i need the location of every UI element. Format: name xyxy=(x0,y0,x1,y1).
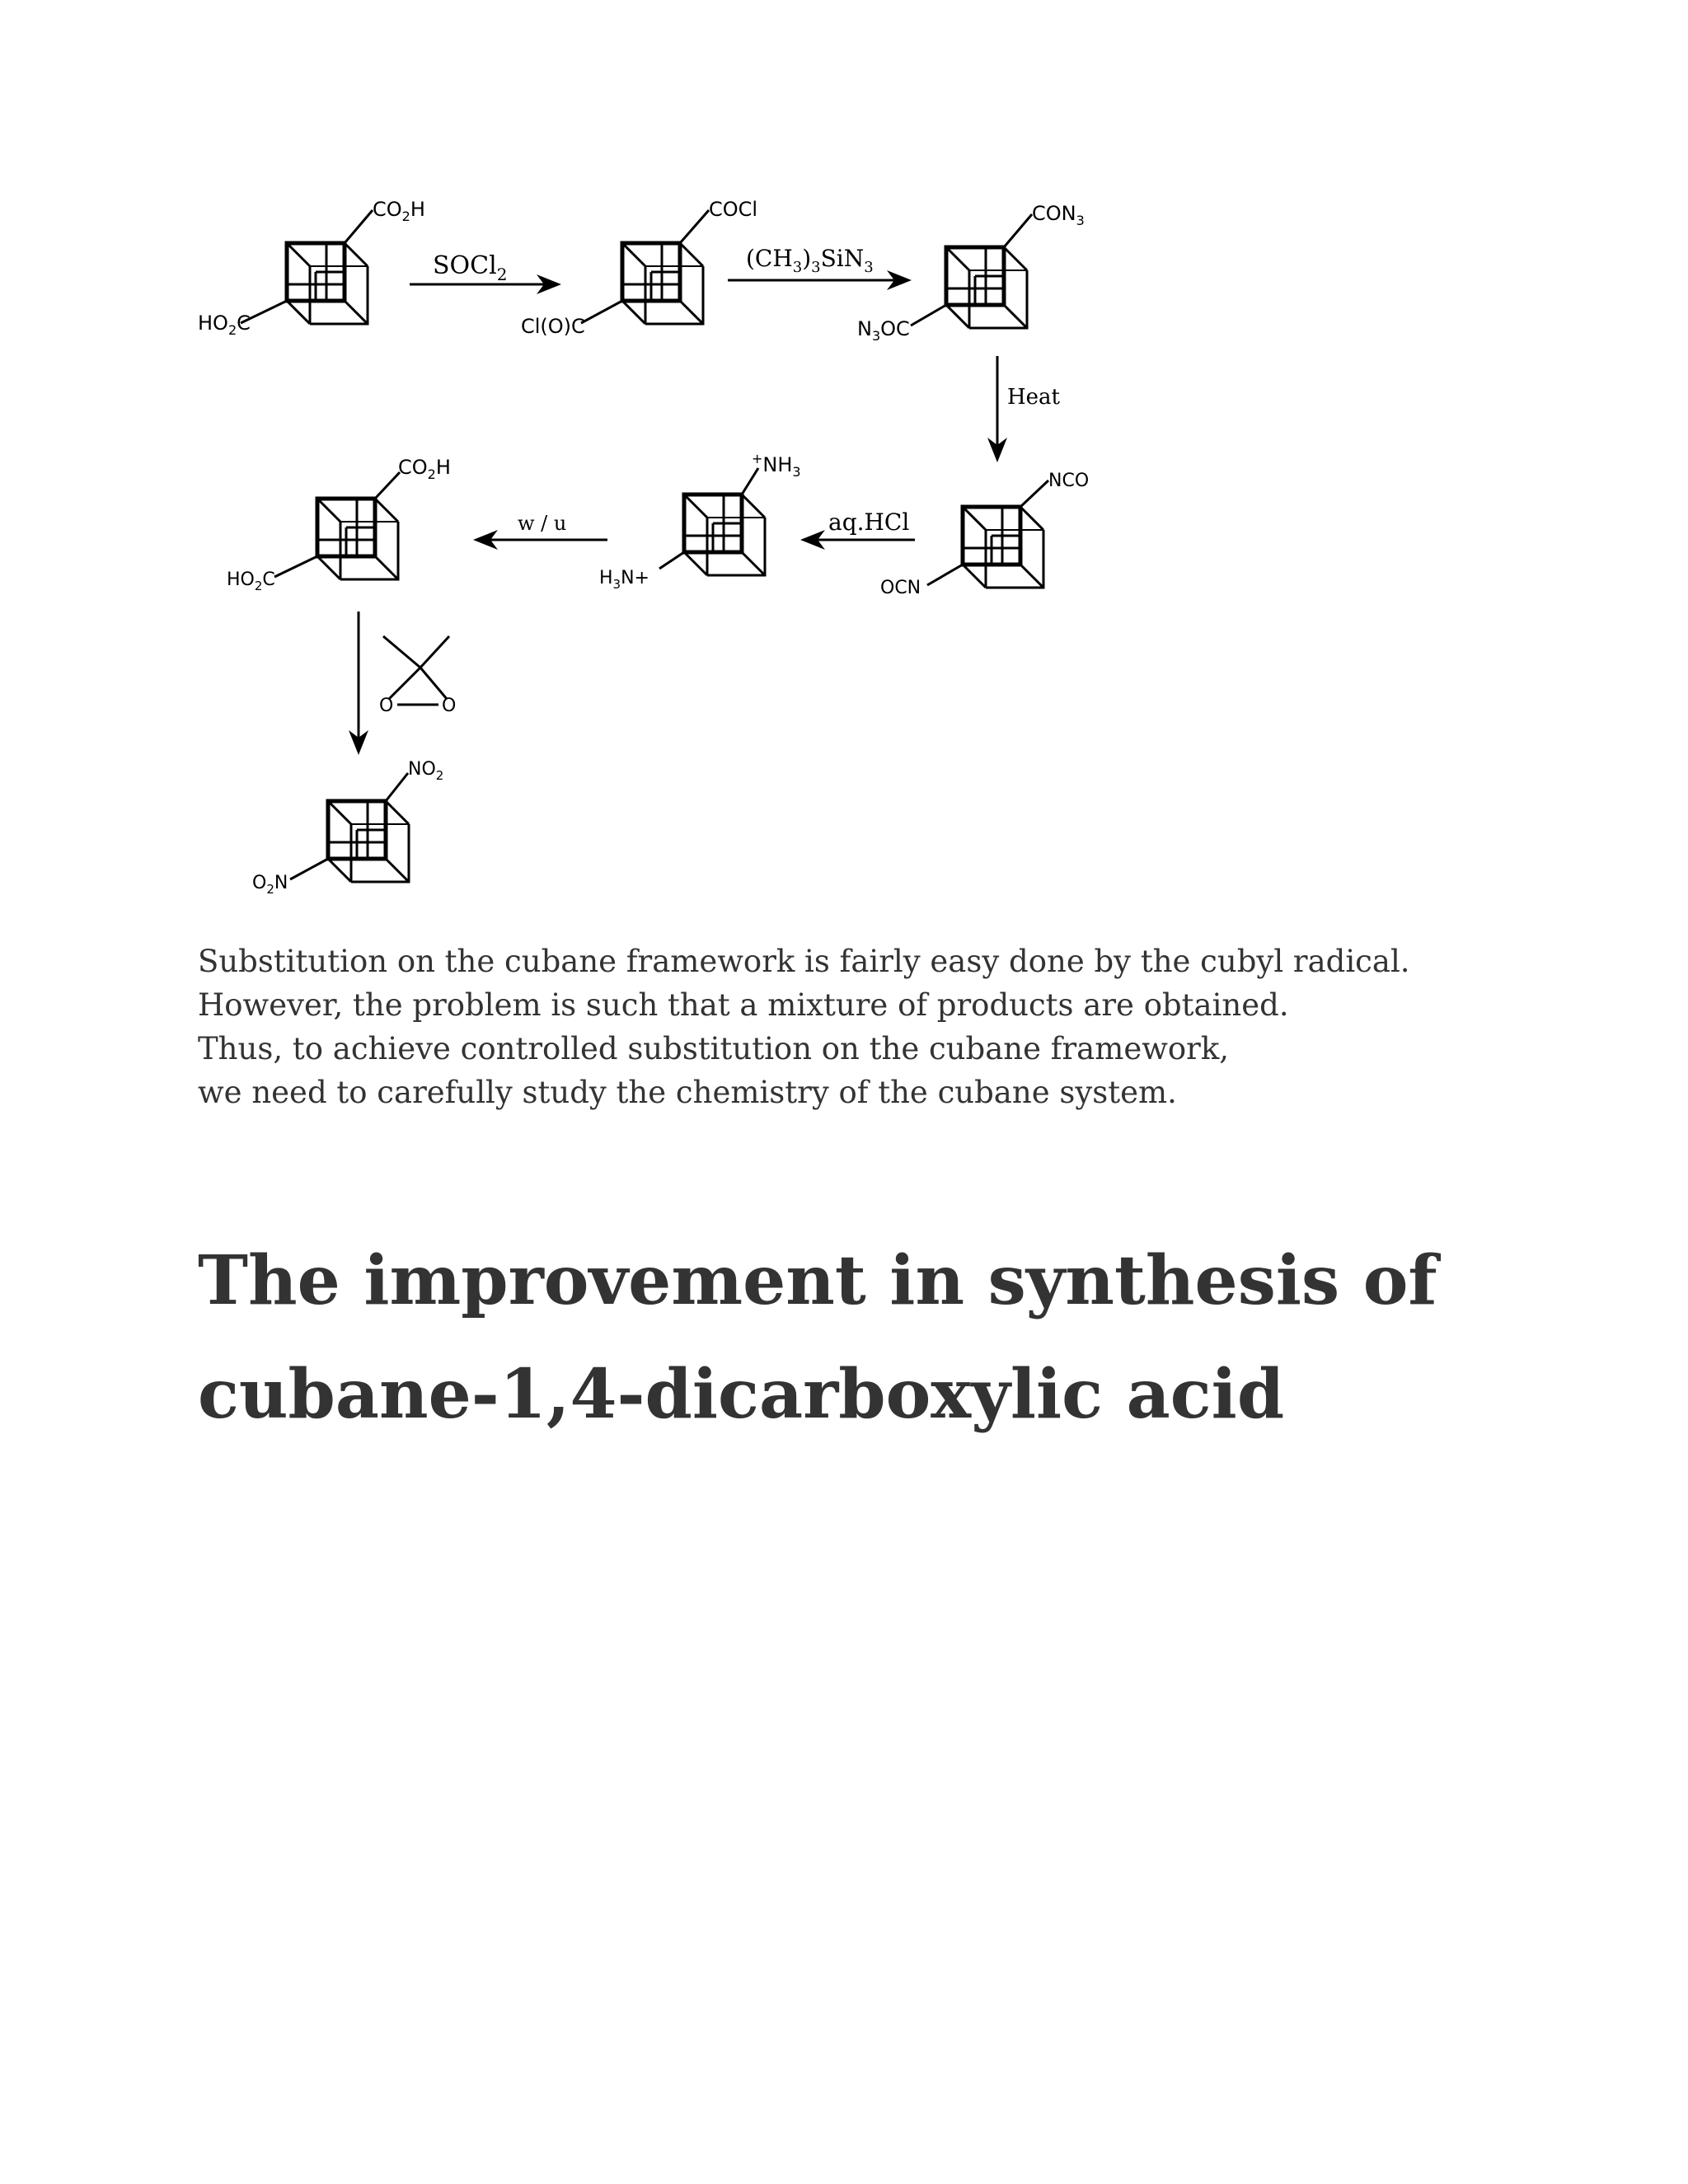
paragraph-line-3: Thus, to achieve controlled substitution on the cubane framework, xyxy=(198,1031,1230,1066)
cubane-structure-3 xyxy=(946,247,1027,328)
compound-diacid-product xyxy=(227,456,451,593)
reaction-step-dioxirane xyxy=(359,612,456,750)
svg-text:w / u: w / u xyxy=(518,512,567,535)
paragraph-line-2: However, the problem is such that a mixture of products are obtained. xyxy=(198,987,1289,1023)
svg-text:Heat: Heat xyxy=(1007,385,1061,410)
compound-dinitro xyxy=(252,759,443,897)
svg-text:OCN: OCN xyxy=(880,578,921,598)
dimethyldioxirane-structure xyxy=(379,636,456,716)
svg-text:NCO: NCO xyxy=(1048,471,1090,491)
svg-text:O: O xyxy=(442,696,457,716)
reaction-step-socl2 xyxy=(410,251,556,284)
reaction-scheme xyxy=(0,0,1688,923)
cubane-structure-5 xyxy=(684,494,765,575)
cubane-structure-6 xyxy=(317,499,398,579)
body-paragraph xyxy=(198,940,1599,1114)
cubane-structure-2 xyxy=(622,243,703,324)
svg-text:SOCl2: SOCl$_2$ xyxy=(433,251,508,284)
svg-text:O: O xyxy=(379,696,394,716)
compound-diacyl-chloride xyxy=(521,198,757,338)
cubane-structure-4 xyxy=(963,507,1043,588)
section-heading: The improvement in synthesis of cubane-1,4-dicarboxylic acid xyxy=(198,1241,1437,1434)
svg-text:CON3: $CON_3$ xyxy=(1032,202,1085,228)
compound-diammonium xyxy=(599,451,801,592)
svg-text:CO2H: $CO_2H$ xyxy=(373,198,425,224)
reaction-step-hcl xyxy=(805,509,915,540)
svg-text:aq.HCl: aq.HCl xyxy=(828,509,910,536)
svg-text:H3N+: $H_3N+$ xyxy=(599,568,649,592)
svg-text:NO2: $NO_2$ xyxy=(408,759,444,783)
svg-text:COCl: COCl xyxy=(709,198,758,221)
svg-text:HO2C: $HO_2C$ xyxy=(198,312,251,338)
compound-diisocyanate xyxy=(880,471,1089,598)
svg-text:N3OC: $N_3OC$ xyxy=(857,317,910,344)
svg-text:CO2H: $CO_2H$ xyxy=(398,456,451,482)
svg-text:(CH3)3SiN3: $(CH_3)_3SiN_3$ xyxy=(746,245,874,276)
reaction-step-heat xyxy=(997,356,1061,457)
svg-text:HO2C: $HO_2C$ xyxy=(227,569,275,593)
compound-diacid xyxy=(198,198,425,338)
svg-text:O2N: $O_2N$ xyxy=(252,873,288,897)
compound-diacyl-azide xyxy=(857,202,1085,344)
svg-text:Cl(O)C: Cl(O)C xyxy=(521,315,585,338)
cubane-structure-1 xyxy=(287,243,368,324)
cubane-structure-7 xyxy=(328,801,409,882)
paragraph-line-4: we need to carefully study the chemistry of the cubane system. xyxy=(198,1075,1177,1110)
paragraph-line-1: Substitution on the cubane framework is fairly easy done by the cubyl radical. xyxy=(198,944,1410,979)
reaction-step-workup xyxy=(478,512,607,540)
reaction-step-tms-azide xyxy=(728,245,907,280)
svg-text:+NH3: $^+NH_3$ xyxy=(752,451,801,480)
